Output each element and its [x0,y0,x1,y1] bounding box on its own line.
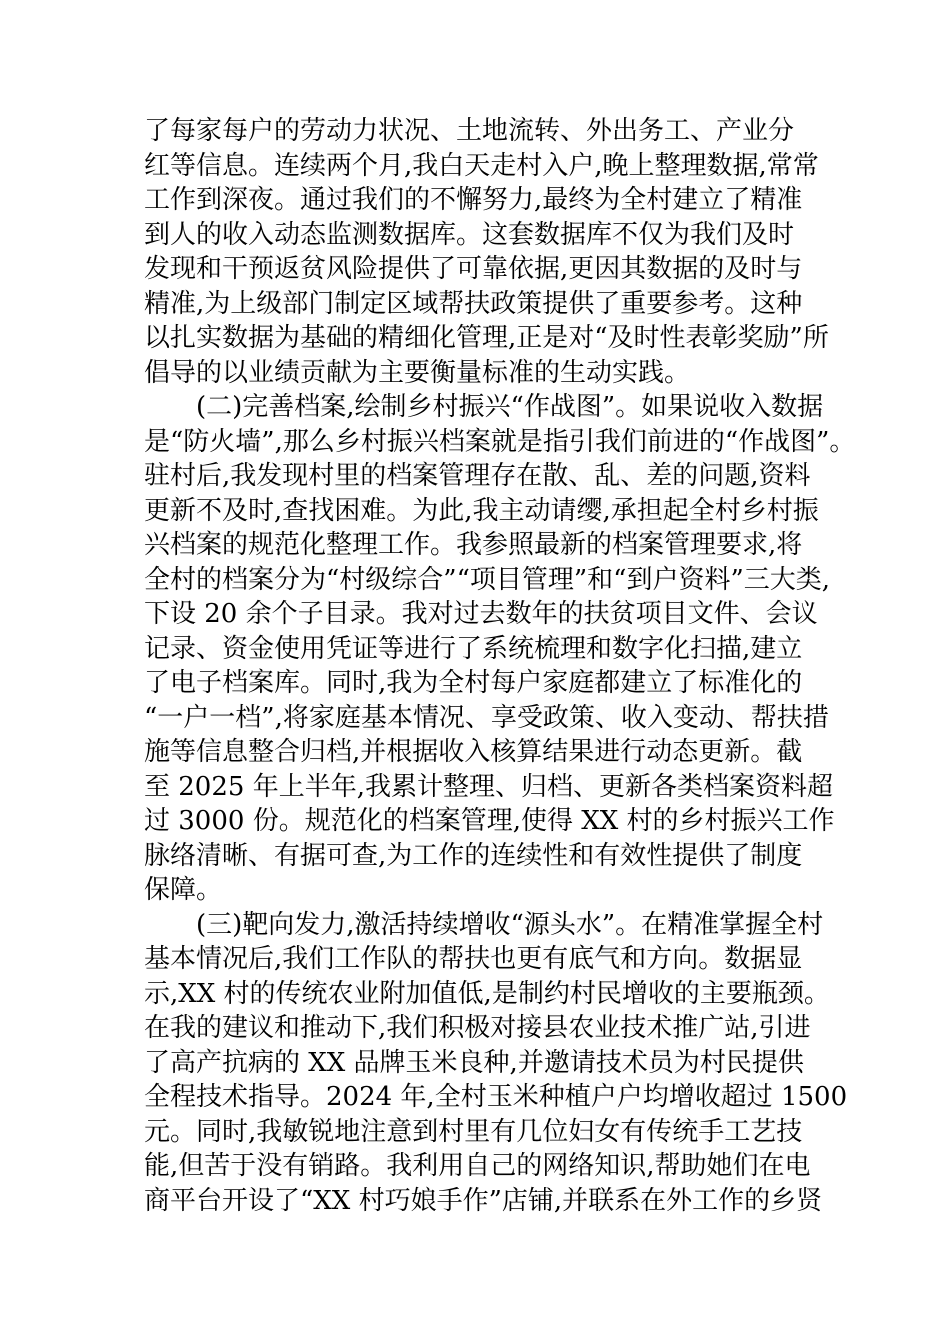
text-line: 元。同时,我敏锐地注意到村里有几位妇女有传统手工艺技 [144,1116,803,1147]
text-line: 倡导的以业绩贡献为主要衡量标准的生动实践。 [144,357,691,388]
text-line: 基本情况后,我们工作队的帮扶也更有底气和方向。数据显 [144,944,803,974]
text-line: 下设 20 余个子目录。我对过去数年的扶贫项目文件、会议 [144,599,818,629]
text-line: 到人的收入动态监测数据库。这套数据库不仅为我们及时 [144,219,795,250]
text-line: 在我的建议和推动下,我们积极对接县农业技术推广站,引进 [144,1013,811,1043]
text-line: 红等信息。连续两个月,我白天走村入户,晚上整理数据,常常 [144,150,819,181]
text-line: 记录、资金使用凭证等进行了系统梳理和数字化扫描,建立 [144,633,803,664]
text-line: 脉络清晰、有据可查,为工作的连续性和有效性提供了制度 [144,840,803,871]
section-heading-line: (二)完善档案,绘制乡村振兴“作战图”。如果说收入数据 [196,392,824,422]
text-line: 精准,为上级部门制定区域帮扶政策提供了重要参考。这种 [144,288,803,319]
text-line: 保障。 [144,875,223,905]
text-line: 驻村后,我发现村里的档案管理存在散、乱、差的问题,资料 [144,461,811,491]
text-line: 过 3000 份。规范化的档案管理,使得 XX 村的乡村振兴工作 [144,806,835,836]
body-text [144,114,856,1218]
text-line: 了电子档案库。同时,我为全村每户家庭都建立了标准化的 [144,668,803,698]
text-line: 更新不及时,查找困难。为此,我主动请缨,承担起全村乡村振 [144,495,819,526]
text-line: 工作到深夜。通过我们的不懈努力,最终为全村建立了精准 [144,185,803,215]
text-line: 了每家每户的劳动力状况、土地流转、外出务工、产业分 [144,116,795,146]
text-line: 至 2025 年上半年,我累计整理、归档、更新各类档案资料超 [144,771,833,802]
text-line: 以扎实数据为基础的精细化管理,正是对“及时性表彰奖励”所 [144,323,829,353]
text-line: 兴档案的规范化整理工作。我参照最新的档案管理要求,将 [144,530,803,560]
text-line: 商平台开设了“XX 村巧娘手作”店铺,并联系在外工作的乡贤 [144,1185,823,1216]
text-line: 了高产抗病的 XX 品牌玉米良种,并邀请技术员为村民提供 [144,1047,804,1078]
section-heading-line: (三)靶向发力,激活持续增收“源头水”。在精准掌握全村 [196,909,824,940]
text-line: 发现和干预返贫风险提供了可靠依据,更因其数据的及时与 [144,254,803,284]
text-line: 能,但苦于没有销路。我利用自己的网络知识,帮助她们在电 [144,1151,811,1181]
text-line: 是“防火墙”,那么乡村振兴档案就是指引我们前进的“作战图”。 [144,426,856,457]
text-line: 全村的档案分为“村级综合”“项目管理”和“到户资料”三大类, [144,564,831,595]
text-line: 施等信息整合归档,并根据收入核算结果进行动态更新。截 [144,737,803,767]
text-line: 全程技术指导。2024 年,全村玉米种植户户均增收超过 1500 [144,1082,848,1112]
text-line: “一户一档”,将家庭基本情况、享受政策、收入变动、帮扶措 [144,702,829,733]
text-line: 示,XX 村的传统农业附加值低,是制约村民增收的主要瓶颈。 [144,978,830,1009]
